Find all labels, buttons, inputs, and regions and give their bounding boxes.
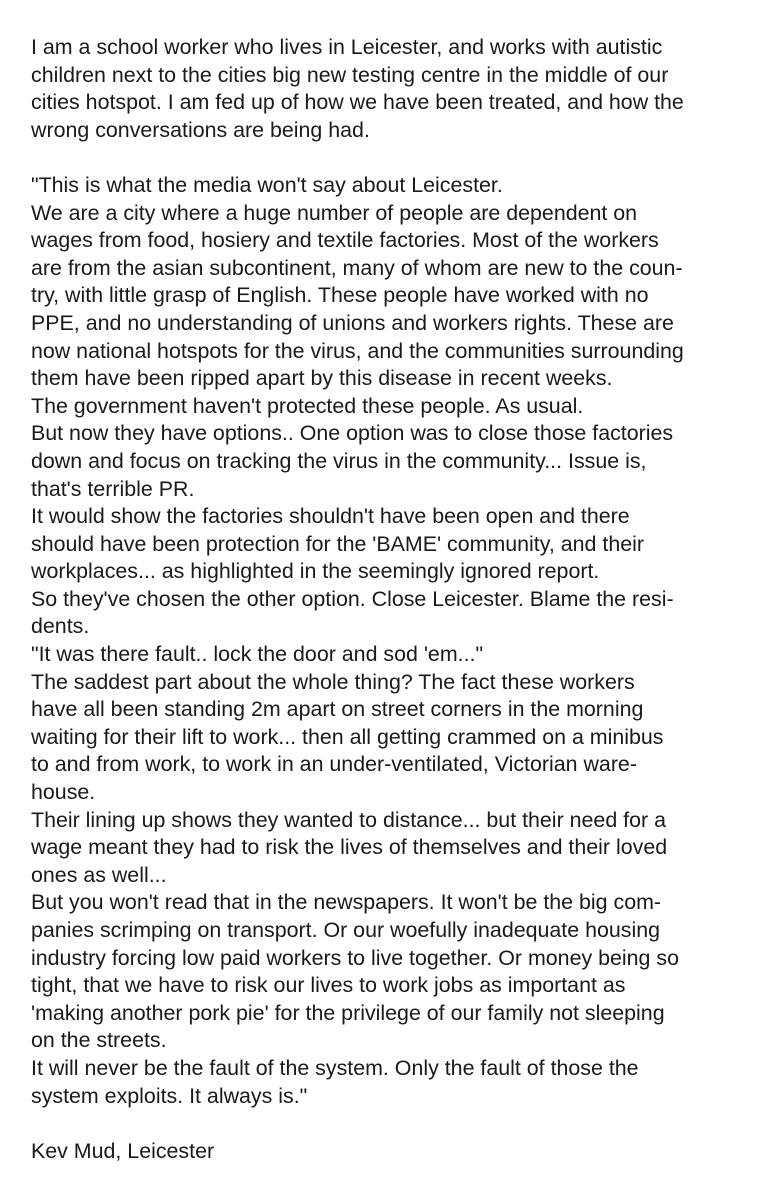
text-line: industry forcing low paid workers to live together. Or money being so (31, 945, 679, 970)
text-line: I am a school worker who lives in Leicester, and works with autistic (31, 35, 663, 59)
text-line: to and from work, to work in an under-ventilated, Victorian ware- (31, 752, 637, 777)
text-line: on the streets. (31, 1028, 167, 1053)
text-line: wages from food, hosiery and textile factories. Most of the workers (31, 228, 659, 253)
text-line: should have been protection for the 'BAME' community, and their (31, 531, 644, 556)
text-line: "It was there fault.. lock the door and sod 'em..." (31, 642, 484, 667)
text-line: house. (31, 780, 96, 805)
text-line: Their lining up shows they wanted to distance... but their need for a (31, 807, 666, 832)
text-line: So they've chosen the other option. Close Leicester. Blame the resi- (31, 586, 674, 611)
text-line: The saddest part about the whole thing? The fact these workers (31, 669, 635, 694)
text-line: We are a city where a huge number of people are dependent on (31, 200, 638, 225)
quoted-statement (31, 172, 751, 1110)
intro-paragraph (31, 34, 751, 144)
text-line: now national hotspots for the virus, and the communities surrounding (31, 338, 684, 363)
text-line: workplaces... as highlighted in the seemingly ignored report. (31, 559, 600, 584)
text-line: them have been ripped apart by this disease in recent weeks. (31, 366, 613, 391)
text-line: are from the asian subcontinent, many of whom are new to the coun- (31, 255, 683, 280)
text-line: cities hotspot. I am fed up of how we have been treated, and how the (31, 90, 684, 115)
text-line: It would show the factories shouldn't have been open and there (31, 504, 630, 529)
text-line: 'making another pork pie' for the privilege of our family not sleeping (31, 1000, 665, 1025)
text-line: "This is what the media won't say about Leicester. (31, 172, 503, 197)
text-line: The government haven't protected these people. As usual. (31, 393, 584, 418)
text-line: have all been standing 2m apart on street corners in the morning (31, 697, 644, 722)
paragraph-gap (31, 1110, 751, 1138)
signature: Kev Mud, Leicester (31, 1138, 215, 1163)
text-line: that's terrible PR. (31, 476, 195, 501)
text-line: But now they have options.. One option was to close those factories (31, 421, 674, 446)
text-line: PPE, and no understanding of unions and workers rights. These are (31, 310, 674, 335)
text-line: wage meant they had to risk the lives of themselves and their loved (31, 835, 668, 860)
text-line: children next to the cities big new testing centre in the middle of our (31, 62, 669, 87)
text-line: tight, that we have to risk our lives to work jobs as important as (31, 973, 626, 998)
text-line: wrong conversations are being had. (31, 117, 370, 142)
letter-page (31, 34, 751, 1165)
text-line: panies scrimping on transport. Or our woefully inadequate housing (31, 918, 661, 942)
text-line: It will never be the fault of the system. Only the fault of those the (31, 1055, 639, 1080)
text-line: dents. (31, 614, 90, 639)
text-line: But you won't read that in the newspapers. It won't be the big com- (31, 890, 662, 915)
text-line: waiting for their lift to work... then all getting crammed on a minibus (31, 724, 664, 749)
text-line: try, with little grasp of English. These people have worked with no (31, 283, 649, 308)
text-line: down and focus on tracking the virus in the community... Issue is, (31, 448, 647, 473)
text-line: ones as well... (31, 862, 167, 887)
text-line: system exploits. It always is." (31, 1083, 308, 1108)
paragraph-gap (31, 144, 751, 172)
